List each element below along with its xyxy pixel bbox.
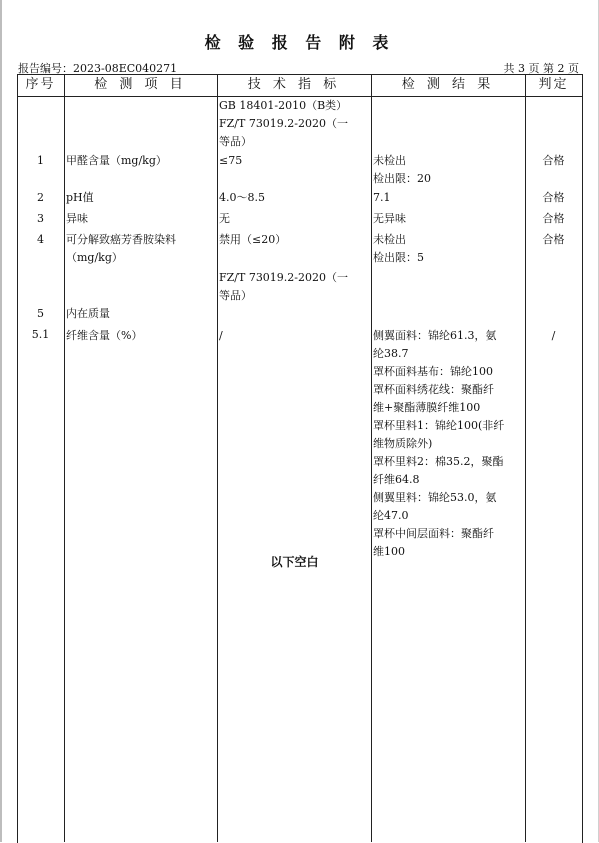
- column-divider: [64, 74, 65, 842]
- section-title: 内在质量: [66, 307, 110, 320]
- header-item: 检 测 项 目: [94, 77, 187, 92]
- row-spec: 无: [219, 212, 230, 225]
- row-result: 7.1: [373, 191, 391, 204]
- row-result: 无异味: [373, 212, 406, 225]
- row-no: 1: [37, 154, 44, 167]
- row-spec: /: [219, 329, 223, 342]
- header-spec: 技 术 指 标: [247, 77, 341, 92]
- row-item: 纤维含量（%）: [66, 329, 143, 342]
- row-result: 未检出 检出限：20: [373, 154, 431, 185]
- blank-note: 以下空白: [270, 555, 319, 569]
- standards-cell: GB 18401-2010（B类） FZ/T 73019.2-2020（一 等品）: [219, 99, 349, 148]
- row-no: 2: [37, 191, 44, 204]
- header-no: 序号: [25, 77, 56, 92]
- row-judge: 合格: [542, 191, 565, 204]
- row-item: 可分解致癌芳香胺染料 （mg/kg）: [66, 233, 176, 264]
- column-divider: [371, 74, 372, 842]
- standard-cell-2: FZ/T 73019.2-2020（一 等品）: [219, 271, 349, 302]
- row-result: 侧翼面料：锦纶61.3，氨 纶38.7 罩杯面料基布：锦纶100 罩杯面料绣花线：聚酯纤 维+聚酯薄膜纤维100 罩杯里料1：锦纶100(非纤 维物质除外) 罩杯里料2：棉35.2，聚酯 纤维64.8 侧翼里料：锦纶53.0，氨 纶47.0 罩杯中间层面料：聚酯纤 维100: [373, 329, 505, 558]
- row-item: 异味: [66, 212, 88, 225]
- row-no: 3: [37, 212, 44, 225]
- row-no: 4: [37, 233, 44, 246]
- row-judge: 合格: [542, 154, 565, 167]
- row-judge: 合格: [542, 212, 565, 225]
- page-edge-left: [0, 0, 2, 842]
- header-judge: 判定: [538, 77, 569, 92]
- row-spec: ≤75: [219, 154, 243, 167]
- row-spec: 4.0～8.5: [219, 191, 265, 204]
- page-title: 检 验 报 告 附 表: [204, 33, 395, 52]
- row-spec: 禁用（≤20）: [219, 233, 287, 246]
- row-judge: /: [551, 329, 556, 342]
- header-result: 检 测 结 果: [401, 77, 495, 92]
- row-item: 甲醛含量（mg/kg）: [66, 154, 167, 167]
- page-info: 共 3 页 第 2 页: [503, 62, 579, 75]
- report-number: 报告编号：2023-08EC040271: [18, 62, 178, 75]
- row-result: 未检出 检出限：5: [373, 233, 424, 264]
- section-no: 5: [37, 307, 44, 320]
- row-no: 5.1: [31, 328, 50, 341]
- row-item: pH值: [66, 191, 94, 204]
- row-judge: 合格: [542, 233, 565, 246]
- column-divider: [217, 74, 218, 842]
